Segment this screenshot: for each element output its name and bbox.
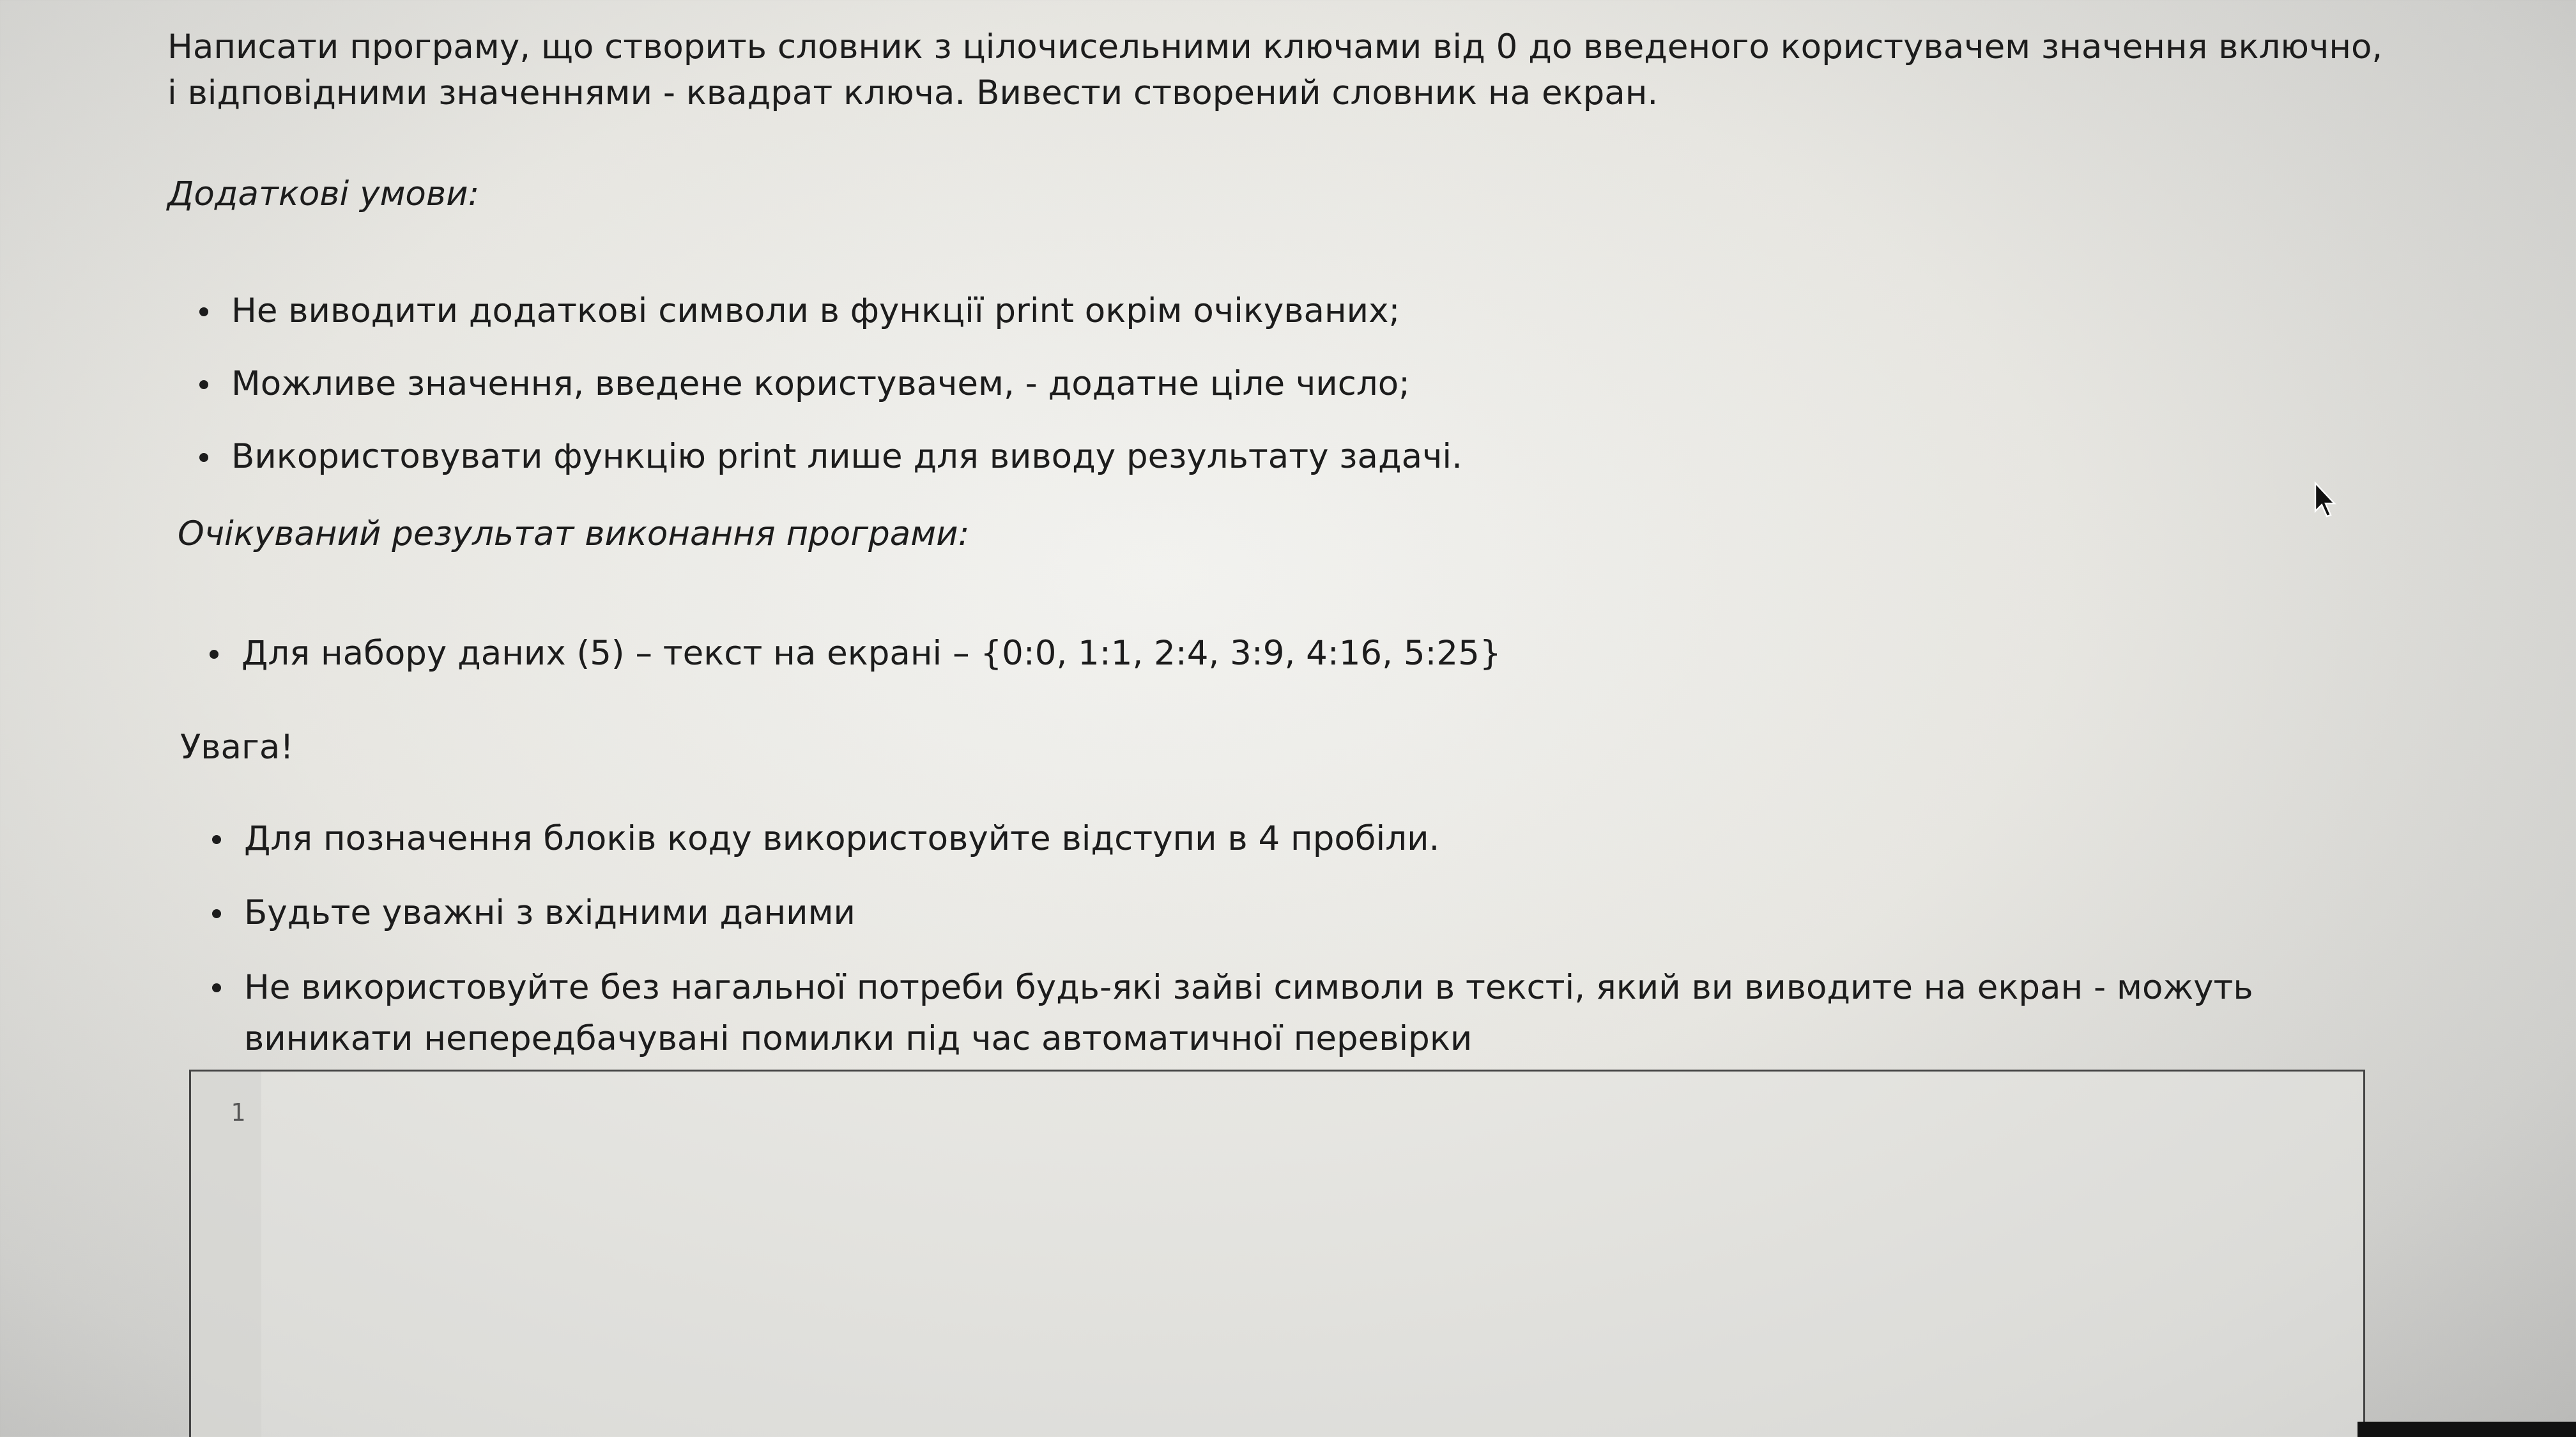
code-editor[interactable] xyxy=(189,1070,2365,1437)
list-item: Будьте уважні з вхідними даними xyxy=(244,888,2416,938)
list-item: Не використовуйте без нагальної потреби будь-які зайві символи в тексті, який ви виводите на екран - можуть виникати непередбачувані помилки під час автоматичної перевірки xyxy=(244,962,2416,1064)
task-description xyxy=(167,24,2391,1058)
list-item: Для набору даних (5) – текст на екрані – {0:0, 1:1, 2:4, 3:9, 4:16, 5:25} xyxy=(241,629,1501,679)
list-item: Не виводити додаткові символи в функції print окрім очікуваних; xyxy=(231,286,1462,336)
conditions-list xyxy=(167,286,1462,505)
attention-heading: Увага! xyxy=(180,728,294,767)
attention-list xyxy=(180,814,2416,1089)
list-item: Використовувати функцію print лише для виводу результату задачі. xyxy=(231,432,1462,482)
list-item: Можливе значення, введене користувачем, - додатне ціле число; xyxy=(231,359,1462,409)
line-number: 1 xyxy=(231,1098,245,1126)
line-number-gutter xyxy=(191,1072,261,1437)
screen-bezel-edge xyxy=(2358,1422,2576,1437)
conditions-heading: Додаткові умови: xyxy=(167,174,480,213)
expected-result-heading: Очікуваний результат виконання програми: xyxy=(178,514,970,553)
mouse-pointer-icon xyxy=(2313,480,2338,519)
list-item: Для позначення блоків коду використовуйте відступи в 4 пробіли. xyxy=(244,814,2416,864)
expected-result-list xyxy=(178,629,1501,679)
task-intro: Написати програму, що створить словник з цілочисельними ключами від 0 до введеного користувачем значення включно, і відповідними значеннями - квадрат ключа. Вивести створений словник на екран. xyxy=(167,27,2383,112)
code-input-area[interactable] xyxy=(261,1072,2363,1437)
